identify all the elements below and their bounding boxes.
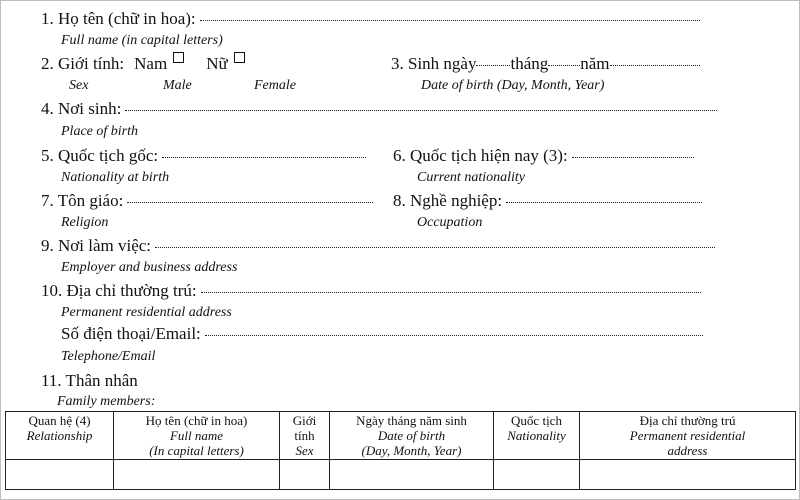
- full-name-label: 1. Họ tên (chữ in hoa):: [41, 9, 196, 28]
- cell-sex[interactable]: [280, 460, 330, 490]
- header-nationality: Quốc tịch Nationality: [494, 412, 580, 460]
- current-nationality-en: Current nationality: [417, 170, 525, 185]
- current-nationality-row: [393, 146, 694, 166]
- current-nationality-label: 6. Quốc tịch hiện nay (3):: [393, 146, 568, 165]
- family-row: [41, 371, 138, 391]
- phone-label: Số điện thoại/Email:: [61, 324, 201, 343]
- nationality-birth-en: Nationality at birth: [61, 170, 170, 185]
- nationality-birth-field[interactable]: [162, 157, 366, 158]
- occupation-label: 8. Nghề nghiệp:: [393, 191, 503, 210]
- employer-label: 9. Nơi làm việc:: [41, 236, 152, 255]
- residence-field[interactable]: [201, 292, 701, 293]
- occupation-field[interactable]: [506, 202, 702, 203]
- current-nationality-field[interactable]: [572, 157, 694, 158]
- header-relationship: Quan hệ (4) Relationship: [6, 412, 114, 460]
- family-en: Family members:: [57, 394, 156, 409]
- occupation-en: Occupation: [417, 215, 483, 230]
- employer-en: Employer and business address: [61, 260, 238, 275]
- dob-label: 3. Sinh ngày: [391, 54, 477, 73]
- religion-en: Religion: [61, 215, 109, 230]
- sex-male-en: Male: [163, 78, 192, 93]
- place-of-birth-en: Place of birth: [61, 124, 138, 139]
- religion-field[interactable]: [127, 202, 373, 203]
- residence-label: 10. Địa chỉ thường trú:: [41, 281, 197, 300]
- religion-label: 7. Tôn giáo:: [41, 191, 124, 210]
- place-of-birth-row: [41, 99, 717, 119]
- cell-relationship[interactable]: [6, 460, 114, 490]
- nationality-birth-label: 5. Quốc tịch gốc:: [41, 146, 159, 165]
- cell-date-of-birth[interactable]: [330, 460, 494, 490]
- dob-year-label: năm: [580, 54, 610, 73]
- sex-male-label: Nam: [134, 54, 168, 73]
- sex-female-label: Nữ: [206, 54, 228, 73]
- sex-male-checkbox[interactable]: [173, 52, 184, 63]
- family-table: [5, 411, 796, 490]
- sex-female-checkbox[interactable]: [234, 52, 245, 63]
- cell-address[interactable]: [580, 460, 796, 490]
- occupation-row: [393, 191, 702, 211]
- full-name-field[interactable]: [200, 20, 700, 21]
- sex-row: [41, 54, 245, 74]
- full-name-row: [41, 9, 700, 29]
- phone-en: Telephone/Email: [61, 349, 156, 364]
- family-label: 11. Thân nhân: [41, 371, 138, 390]
- phone-field[interactable]: [205, 335, 703, 336]
- cell-nationality[interactable]: [494, 460, 580, 490]
- place-of-birth-field[interactable]: [125, 110, 717, 111]
- religion-row: [41, 191, 373, 211]
- dob-year-field[interactable]: [610, 65, 700, 66]
- employer-field[interactable]: [155, 247, 715, 248]
- phone-row: [61, 324, 703, 344]
- place-of-birth-label: 4. Nơi sinh:: [41, 99, 122, 118]
- full-name-en: Full name (in capital letters): [61, 33, 223, 48]
- header-sex: Giới tính Sex: [280, 412, 330, 460]
- sex-label: 2. Giới tính:: [41, 54, 125, 73]
- family-table-header: [6, 412, 796, 460]
- header-full-name: Họ tên (chữ in hoa) Full name (In capital letters): [114, 412, 280, 460]
- family-table-row: [6, 460, 796, 490]
- sex-en: Sex: [69, 78, 89, 93]
- dob-en: Date of birth (Day, Month, Year): [421, 78, 605, 93]
- header-date-of-birth: Ngày tháng năm sinh Date of birth (Day, Month, Year): [330, 412, 494, 460]
- header-address: Địa chỉ thường trú Permanent residential address: [580, 412, 796, 460]
- dob-day-field[interactable]: [476, 65, 510, 66]
- residence-row: [41, 281, 701, 301]
- dob-month-label: tháng: [510, 54, 549, 73]
- residence-en: Permanent residential address: [61, 305, 232, 320]
- sex-female-en: Female: [254, 78, 296, 93]
- dob-month-field[interactable]: [548, 65, 580, 66]
- dob-row: [391, 54, 700, 74]
- nationality-birth-row: [41, 146, 366, 166]
- employer-row: [41, 236, 715, 256]
- cell-full-name[interactable]: [114, 460, 280, 490]
